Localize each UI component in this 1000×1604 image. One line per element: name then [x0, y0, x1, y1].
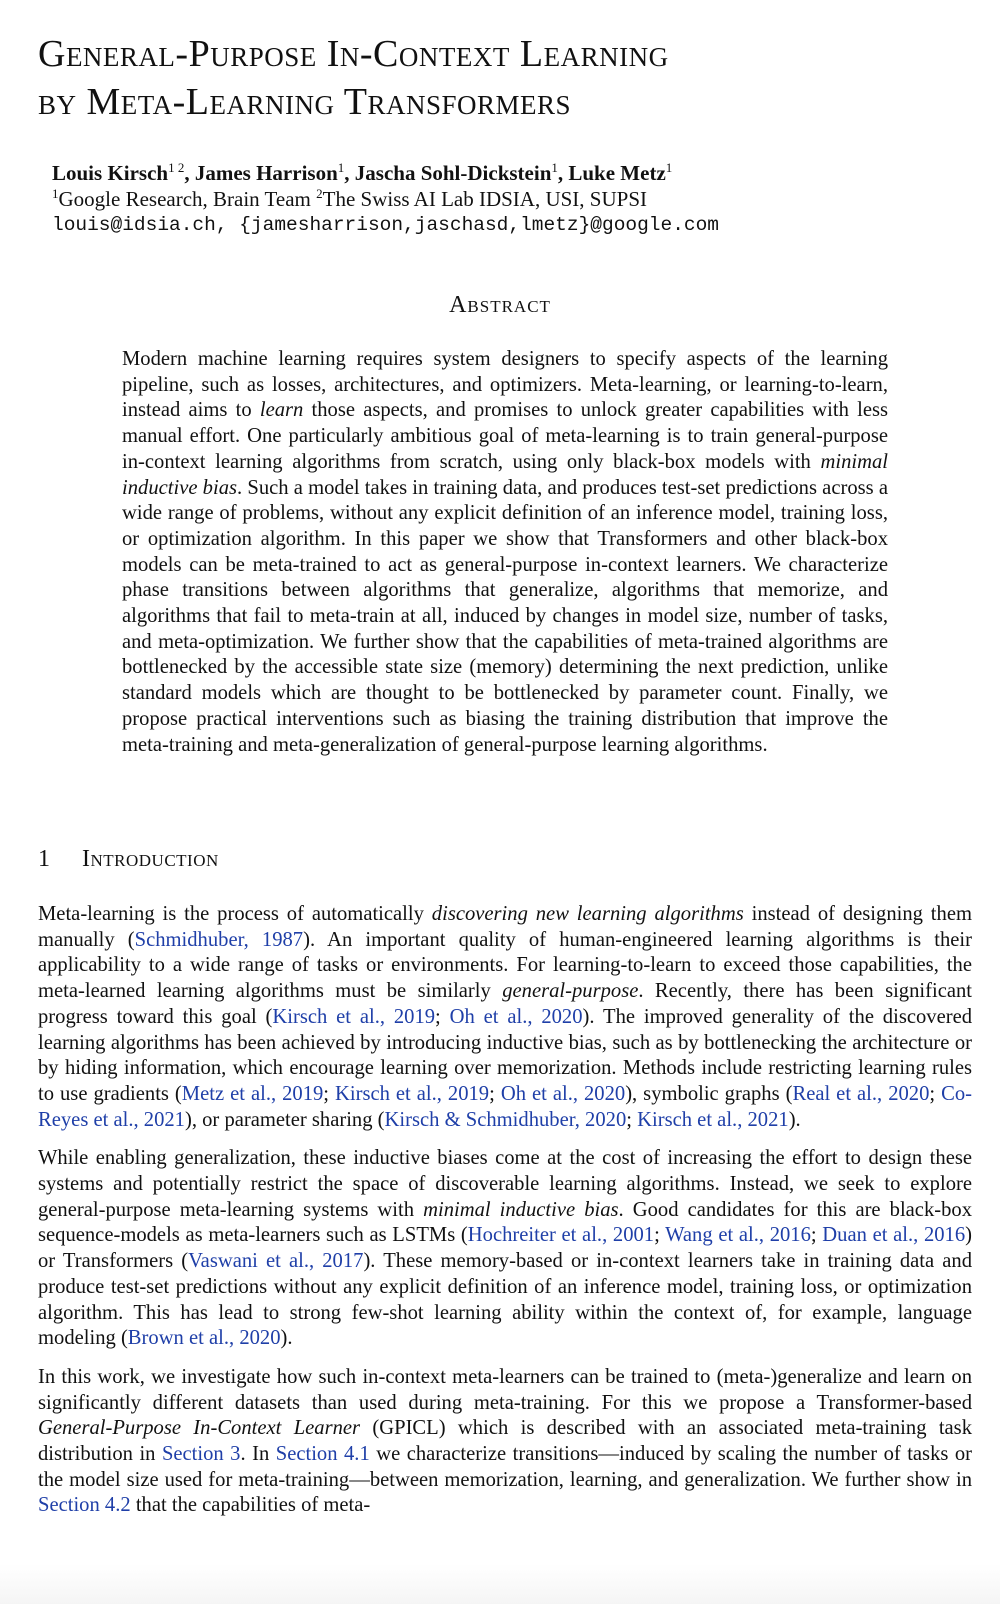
section-link[interactable]: Section 4.2: [38, 1494, 131, 1517]
text-run: ;: [626, 1108, 638, 1131]
intro-body: [38, 902, 972, 1532]
text-run: ).: [280, 1327, 293, 1350]
text-run: ;: [323, 1082, 336, 1105]
section-title: Introduction: [82, 846, 219, 872]
citation-link[interactable]: Duan et al., 2016: [822, 1224, 966, 1247]
emphasis: general-purpose: [502, 980, 639, 1003]
paragraph: [38, 1365, 972, 1519]
text-run: ;: [929, 1082, 942, 1105]
section-link[interactable]: Section 3: [161, 1443, 241, 1466]
page-bottom-fade: [0, 1564, 1000, 1604]
section-heading: [38, 846, 938, 873]
text-run: ), symbolic graphs (: [625, 1082, 793, 1105]
title-line-1: General-Purpose In-Context Learning: [38, 33, 669, 75]
author-name: Luke Metz: [568, 161, 666, 185]
abstract-heading: Abstract: [449, 292, 551, 318]
emphasis: minimal inductive bias: [423, 1198, 619, 1221]
text-run: ;: [654, 1224, 666, 1247]
author-affil-marker: 1: [337, 160, 345, 175]
citation-link[interactable]: Oh et al., 2020: [449, 1005, 583, 1028]
author-name: James Harrison: [194, 161, 338, 185]
affiliation: Google Research, Brain Team: [58, 187, 317, 211]
title-line-2: by Meta-Learning Transformers: [38, 81, 572, 123]
citation-link[interactable]: Hochreiter et al., 2001: [467, 1224, 655, 1247]
paragraph: [38, 1146, 972, 1352]
text-run: instead of designing them manually (: [38, 903, 972, 951]
paragraph: [38, 902, 972, 1133]
author-emails: louis@idsia.ch, {jamesharrison,jaschasd,lmetz}@google.com: [52, 214, 720, 236]
author-affil-marker: 1 2: [168, 160, 185, 175]
citation-link[interactable]: Schmidhuber, 1987: [134, 928, 304, 951]
section-number: 1: [38, 846, 51, 872]
text-run: ;: [489, 1082, 501, 1105]
emphasis: discovering new learning algorithms: [431, 903, 744, 925]
citation-link[interactable]: Kirsch & Schmidhuber, 2020: [384, 1108, 627, 1131]
author-names: Louis Kirsch$^{1 2}$, James Harrison$^1$, Jascha Sohl-Dickstein$^1$, Luke Metz$^1$: [52, 160, 673, 185]
text-run: ;: [810, 1224, 823, 1247]
author-name: Jascha Sohl-Dickstein: [354, 161, 552, 185]
citation-link[interactable]: Oh et al., 2020: [500, 1082, 626, 1105]
text-run: ). The improved generality of the discovered learning algorithms has been achieved by introducing inductive bias, such as by bottlenecking the architecture or by hiding information, which encourage learning over memorization. Methods include restricting learning rules to use gradients (: [38, 1005, 973, 1105]
text-run: . Good candidates for this are black-box sequence-models as meta-learners such as LSTMs (: [38, 1198, 972, 1247]
citation-link[interactable]: Metz et al., 2019: [181, 1082, 324, 1105]
citation-link[interactable]: Brown et al., 2020: [127, 1327, 281, 1350]
emphasis: minimal inductive bias: [122, 450, 888, 499]
text-run: ) or Transformers (: [38, 1224, 973, 1273]
affiliations: [52, 186, 952, 212]
citation-link[interactable]: Real et al., 2020: [792, 1082, 930, 1105]
text-run: While enabling generalization, these inductive biases come at the cost of increasing the effort to design these systems and potentially restrict the space of discoverable learning algorithms. Instead, we seek to explore general-purpose meta-learning systems with: [38, 1147, 972, 1221]
emphasis: learn: [259, 399, 304, 422]
text-run: Meta-learning is the process of automatically: [38, 903, 432, 925]
citation-link[interactable]: Vaswani et al., 2017: [188, 1250, 364, 1273]
citation-link[interactable]: Kirsch et al., 2019: [335, 1082, 490, 1105]
text-run: ).: [788, 1108, 801, 1131]
text-run: . In: [240, 1443, 276, 1466]
author-affil-marker: 1: [665, 160, 673, 175]
affil-marker: 2: [316, 186, 323, 201]
paper-title: [38, 30, 938, 126]
author-name: Louis Kirsch: [52, 161, 169, 185]
text-run: ). These memory-based or in-context learners take in training data and produce test-set predictions without any explicit definition of an inference model, training loss, or optimization algorithm. This has lead to strong few-shot learning ability within the context of, for example, language modeling (: [38, 1250, 973, 1350]
text-run: that the capabilities of meta-: [130, 1494, 371, 1517]
citation-link[interactable]: Co-Reyes et al., 2021: [38, 1082, 972, 1131]
author-affil-marker: 1: [551, 160, 558, 175]
section-link[interactable]: Section 4.1: [275, 1443, 370, 1466]
affiliation: The Swiss AI Lab IDSIA, USI, SUPSI: [322, 187, 647, 211]
text-run: . Recently, there has been significant progress toward this goal (: [38, 980, 972, 1028]
citation-link[interactable]: Kirsch et al., 2021: [637, 1108, 789, 1131]
text-run: . Such a model takes in training data, and produces test-set predictions across a wide range of problems, without any explicit definition of an inference model, training loss, or optimization algorithm. In this paper we show that Transformers and other black-box models can be meta-trained to act as general-purpose in-context learners. We characterize phase transitions between algorithms that generalize, algorithms that memorize, and algorithms that fail to meta-train at all, induced by changes in model size, number of tasks, and meta-optimization. We further show that the capabilities of meta-trained algorithms are bottlenecked by the accessible state size (memory) determining the next prediction, unlike standard models which are thought to be bottlenecked by parameter count. Finally, we propose practical interventions such as biasing the training distribution that improve the meta-training and meta-generalization of general-purpose learning algorithms.: [122, 476, 888, 756]
citation-link[interactable]: Wang et al., 2016: [665, 1224, 811, 1247]
text-run: those aspects, and promises to unlock greater capabilities with less manual effort. One particularly ambitious goal of meta-learning is to train general-purpose in-context learning algorithms from scratch, using only black-box models with: [122, 399, 888, 473]
text-run: ). An important quality of human-engineered learning algorithms is their applicability to a wide range of tasks or environments. For learning-to-learn to exceed those capabilities, the meta-learned learning algorithms must be similarly: [38, 928, 972, 1003]
text-run: (GPICL) which is described with an associated meta-training task distribution in: [38, 1417, 972, 1466]
author-block: [52, 160, 952, 238]
citation-link[interactable]: Kirsch et al., 2019: [272, 1005, 436, 1028]
text-run: ;: [435, 1005, 450, 1028]
abstract-text: [122, 347, 888, 758]
text-run: we characterize transitions—induced by scaling the number of tasks or the model size used for meta-training—between memorization, learning, and generalization. We further show in: [38, 1443, 973, 1491]
emphasis: General-Purpose In-Context Learner: [38, 1417, 361, 1440]
text-run: Modern machine learning requires system designers to specify aspects of the learning pipeline, such as losses, architectures, and optimizers. Meta-learning, or learning-to-learn, instead aims to: [122, 348, 888, 422]
text-run: ), or parameter sharing (: [184, 1108, 385, 1131]
affil-marker: 1: [52, 186, 59, 201]
text-run: In this work, we investigate how such in-context meta-learners can be trained to (meta-)generalize and learn on significantly different datasets than used during meta-training. For this we propose a Transformer-based: [38, 1365, 972, 1414]
